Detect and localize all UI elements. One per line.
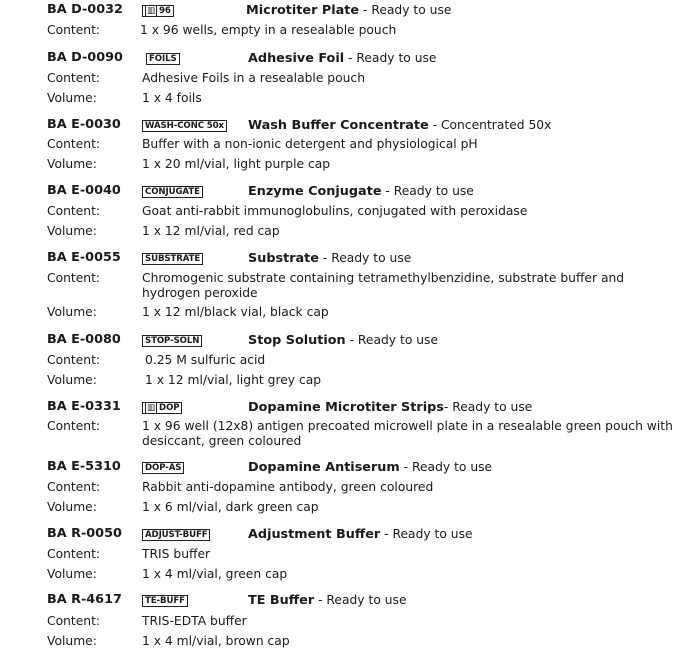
item-title: Adjustment Buffer - Ready to use xyxy=(248,527,473,542)
content-label: Content: xyxy=(47,547,101,561)
volume-value: 1 x 12 ml/vial, light grey cap xyxy=(145,373,322,387)
item-code: BA E-5310 xyxy=(47,459,121,474)
volume-label: Volume: xyxy=(47,567,97,581)
item-title: TE Buffer - Ready to use xyxy=(248,593,407,608)
item-title: Enzyme Conjugate - Ready to use xyxy=(248,184,474,199)
volume-label: Volume: xyxy=(47,91,97,105)
dop-as-symbol-icon: DOP-AS xyxy=(142,462,184,474)
volume-value: 1 x 4 ml/vial, brown cap xyxy=(142,634,290,648)
content-value: 1 x 96 wells, empty in a resealable pouch xyxy=(140,23,397,37)
content-label: Content: xyxy=(47,480,101,494)
item-code: BA E-0040 xyxy=(47,183,121,198)
content-value: Buffer with a non-ionic detergent and physiological pH xyxy=(142,137,478,151)
item-title: Adhesive Foil - Ready to use xyxy=(248,51,437,66)
item-code: BA R-0050 xyxy=(47,526,122,541)
volume-value: 1 x 4 foils xyxy=(142,91,202,105)
volume-value: 1 x 12 ml/black vial, black cap xyxy=(142,305,329,319)
content-label: Content: xyxy=(47,614,101,628)
substrate-symbol-icon: SUBSTRATE xyxy=(142,253,203,265)
content-value: 1 x 96 well (12x8) antigen precoated microwell plate in a resealable green pouch with desiccant, green coloured xyxy=(142,419,673,448)
volume-label: Volume: xyxy=(47,634,97,648)
item-code: BA E-0055 xyxy=(47,250,121,265)
content-label: Content: xyxy=(47,204,101,218)
item-code: BA E-0030 xyxy=(47,117,121,132)
volume-value: 1 x 4 ml/vial, green cap xyxy=(142,567,288,581)
item-title: Wash Buffer Concentrate - Concentrated 50x xyxy=(248,118,552,133)
item-code: BA E-0080 xyxy=(47,332,121,347)
item-code: BA D-0090 xyxy=(47,50,123,65)
volume-value: 1 x 12 ml/vial, red cap xyxy=(142,224,280,238)
content-label: Content: xyxy=(47,71,101,85)
item-title: Dopamine Antiserum - Ready to use xyxy=(248,460,493,475)
item-title: Stop Solution - Ready to use xyxy=(248,333,439,348)
content-value: Rabbit anti-dopamine antibody, green coloured xyxy=(142,480,434,494)
item-code: BA R-4617 xyxy=(47,592,122,607)
wash-conc-symbol-icon: WASH-CONC 50x xyxy=(142,120,227,132)
volume-value: 1 x 6 ml/vial, dark green cap xyxy=(142,500,319,514)
content-value: Goat anti-rabbit immunoglobulins, conjugated with peroxidase xyxy=(142,204,528,218)
dop-plate-symbol-icon: ▥ DOP xyxy=(142,402,182,414)
te-buff-symbol-icon: TE-BUFF xyxy=(142,595,188,607)
content-value: TRIS buffer xyxy=(142,547,211,561)
foils-symbol-icon: FOILS xyxy=(146,53,180,65)
item-code: BA D-0032 xyxy=(47,2,123,17)
plate-symbol-icon: ▥ 96 xyxy=(142,5,174,17)
item-code: BA E-0331 xyxy=(47,399,121,414)
item-title: Microtiter Plate - Ready to use xyxy=(246,3,452,18)
volume-value: 1 x 20 ml/vial, light purple cap xyxy=(142,157,331,171)
content-value: Chromogenic substrate containing tetramethylbenzidine, substrate buffer and hydrogen peroxide xyxy=(142,271,625,300)
content-label: Content: xyxy=(47,137,101,151)
content-value: Adhesive Foils in a resealable pouch xyxy=(142,71,365,85)
content-label: Content: xyxy=(47,419,101,433)
conjugate-symbol-icon: CONJUGATE xyxy=(142,186,203,198)
adjust-buff-symbol-icon: ADJUST-BUFF xyxy=(142,529,210,541)
content-label: Content: xyxy=(47,353,101,367)
volume-label: Volume: xyxy=(47,157,97,171)
item-title: Dopamine Microtiter Strips- Ready to use xyxy=(248,400,533,415)
content-value: TRIS-EDTA buffer xyxy=(142,614,247,628)
item-title: Substrate - Ready to use xyxy=(248,251,412,266)
volume-label: Volume: xyxy=(47,373,97,387)
content-label: Content: xyxy=(47,23,101,37)
stop-soln-symbol-icon: STOP-SOLN xyxy=(142,335,202,347)
volume-label: Volume: xyxy=(47,305,97,319)
volume-label: Volume: xyxy=(47,224,97,238)
content-label: Content: xyxy=(47,271,101,285)
volume-label: Volume: xyxy=(47,500,97,514)
content-value: 0.25 M sulfuric acid xyxy=(145,353,266,367)
